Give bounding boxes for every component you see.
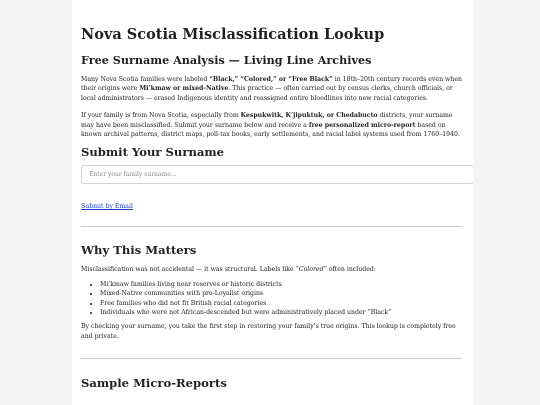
- why-list: [81, 280, 464, 318]
- section-divider: [81, 358, 462, 359]
- samples-heading: Sample Micro-Reports: [81, 376, 227, 391]
- page-content: [72, 0, 473, 405]
- page-title: Nova Scotia Misclassification Lookup: [81, 26, 385, 43]
- intro-paragraph-1: Many Nova Scotia families were labeled “Black,” “Colored,” or “Free Black” in 18th–20th century records even when their origins were Mi’kmaw or mixed-Native. This practice — often carried out by census clerks, church officials, or local administrators — erased Indigenous identity and reassigned entire bloodlines into new racial categories.: [81, 76, 462, 102]
- surname-input[interactable]: [81, 165, 473, 184]
- list-item: • Mi’kmaw families living near reserves or historic districts: [100, 280, 464, 289]
- section-divider: [81, 226, 462, 227]
- why-heading: Why This Matters: [81, 243, 197, 258]
- page-subtitle: Free Surname Analysis — Living Line Archives: [81, 53, 372, 67]
- list-item: • Individuals who were not African-descended but were administratively placed under “Black”: [100, 308, 464, 317]
- submit-by-email-link[interactable]: Submit by Email: [81, 203, 133, 211]
- why-intro: Misclassification was not accidental — it was structural. Labels like “Colored” often included:: [81, 266, 376, 274]
- submit-heading: Submit Your Surname: [81, 145, 225, 160]
- why-outro: By checking your surname, you take the first step in restoring your family’s true origins. This lookup is completely free and private.: [81, 323, 456, 340]
- list-item: • Mixed-Native communities with pre-Loyalist origins: [100, 289, 464, 298]
- intro-paragraph-2: If your family is from Nova Scotia, especially from Kespukwitk, K’jipuktuk, or Chedabucto districts, your surname may have been misclassified. Submit your surname below and receive a free personalized micro-report based on known archival patterns, district maps, poll-tax books, early settlements, and racial label systems used from 1760–1940.: [81, 112, 460, 139]
- list-item: • Free families who did not fit British racial categories: [100, 299, 464, 308]
